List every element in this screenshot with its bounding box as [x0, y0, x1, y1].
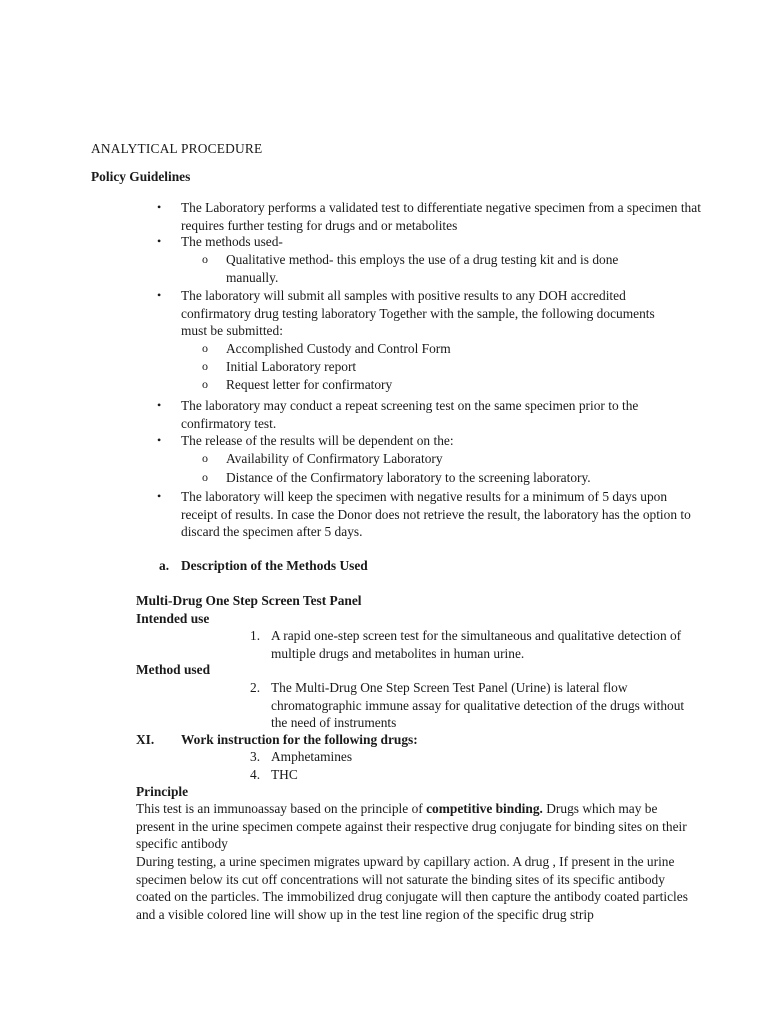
- section-xi-title: Work instruction for the following drugs:: [181, 732, 418, 747]
- bullet-glyph: •: [157, 288, 162, 302]
- list-item: The Multi-Drug One Step Screen Test Panel (Urine) is lateral flow chromatographic immune assay for qualitative detection of the drugs without the need of instruments: [271, 680, 685, 731]
- list-item: Amphetamines: [271, 749, 353, 764]
- policy-subitem: Initial Laboratory report: [226, 359, 357, 374]
- policy-item: The laboratory will keep the specimen with negative results for a minimum of 5 days upon receipt of results. In case the Donor does not retrieve the result, the laboratory has the option to discard the specimen after 5 days.: [181, 489, 691, 540]
- sub-bullet-glyph: o: [202, 359, 208, 373]
- sub-bullet-glyph: o: [202, 451, 208, 465]
- list-number: 1.: [250, 628, 261, 643]
- principle-text: This test is an immunoassay based on the principle of: [136, 801, 427, 816]
- bullet-glyph: •: [157, 489, 162, 503]
- list-number: 2.: [250, 680, 261, 695]
- method-used-heading: Method used: [136, 662, 211, 677]
- principle-text: Drugs which may be present in the urine specimen compete against their respective drug conjugate for binding sites on their specific antibody: [136, 801, 687, 852]
- sub-bullet-glyph: o: [202, 470, 208, 484]
- sub-bullet-glyph: o: [202, 341, 208, 355]
- section-a-title: Description of the Methods Used: [181, 558, 368, 573]
- section-xi-marker: XI.: [136, 732, 155, 747]
- list-number: 4.: [250, 767, 261, 782]
- section-a-marker: a.: [159, 558, 170, 573]
- document-title: ANALYTICAL PROCEDURE: [91, 141, 263, 156]
- policy-item: The Laboratory performs a validated test to differentiate negative specimen from a specimen that requires further testing for drugs and or metabolites: [181, 200, 701, 233]
- sub-bullet-glyph: o: [202, 377, 208, 391]
- list-number: 3.: [250, 749, 261, 764]
- policy-subitem: Accomplished Custody and Control Form: [226, 341, 451, 356]
- list-item: THC: [271, 767, 298, 782]
- policy-subitem: Qualitative method- this employs the use of a drug testing kit and is done manually.: [226, 252, 619, 285]
- principle-emphasis: competitive binding.: [426, 801, 543, 816]
- panel-title: Multi-Drug One Step Screen Test Panel: [136, 593, 362, 608]
- bullet-glyph: •: [157, 433, 162, 447]
- policy-item: The methods used-: [181, 234, 283, 249]
- policy-subitem: Availability of Confirmatory Laboratory: [226, 451, 443, 466]
- intended-use-heading: Intended use: [136, 611, 210, 626]
- sub-bullet-glyph: o: [202, 252, 208, 266]
- policy-item: The laboratory will submit all samples with positive results to any DOH accredited confirmatory drug testing laboratory Together with the sample, the following documents must be submitted:: [181, 288, 655, 339]
- policy-subitem: Distance of the Confirmatory laboratory to the screening laboratory.: [226, 470, 591, 485]
- policy-item: The laboratory may conduct a repeat screening test on the same specimen prior to the confirmatory test.: [181, 398, 639, 431]
- policy-guidelines-heading: Policy Guidelines: [91, 169, 191, 184]
- bullet-glyph: •: [157, 398, 162, 412]
- principle-paragraph: [136, 800, 691, 853]
- principle-paragraph: During testing, a urine specimen migrates upward by capillary action. A drug , If present in the urine specimen below its cut off concentrations will not saturate the binding sites of its specific antibody coated on the particles. The immobilized drug conjugate will then capture the antibody coated particles and a visible colored line will show up in the test line region of the specific drug strip: [136, 854, 688, 922]
- principle-heading: Principle: [136, 784, 189, 799]
- policy-subitem: Request letter for confirmatory: [226, 377, 393, 392]
- bullet-glyph: •: [157, 200, 162, 214]
- policy-item: The release of the results will be dependent on the:: [181, 433, 454, 448]
- list-item: A rapid one-step screen test for the simultaneous and qualitative detection of multiple drugs and metabolites in human urine.: [271, 628, 682, 661]
- bullet-glyph: •: [157, 234, 162, 248]
